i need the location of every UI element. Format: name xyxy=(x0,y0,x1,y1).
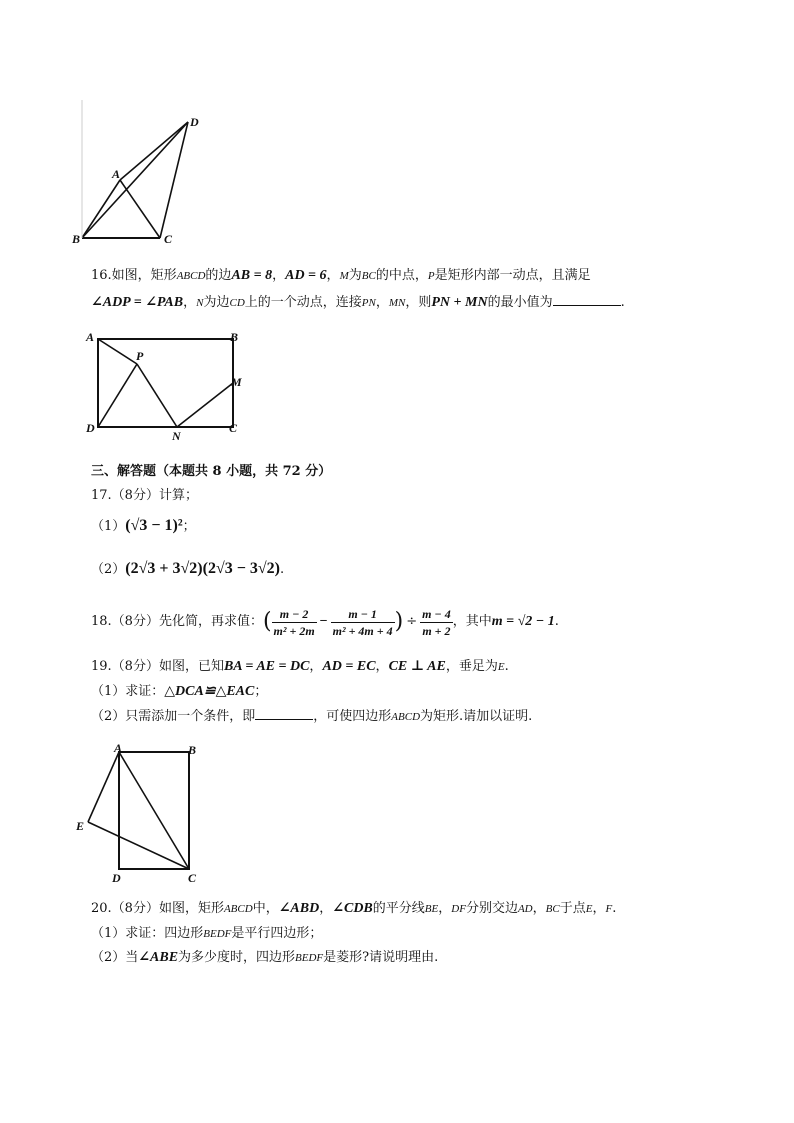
label-D: D xyxy=(112,871,121,885)
q19-part1: （1）求证：△DCA≌△EAC； xyxy=(91,684,268,699)
label-P: P xyxy=(136,349,144,363)
section-heading: 三、解答题（本题共 8 小题，共 72 分） xyxy=(91,464,332,479)
fraction-2: $\frac{m - 1}{\text{m² + 4m + 4}}$ xyxy=(332,606,393,638)
q20-part1: （1）求证：四边形BEDF是平行四边形； xyxy=(91,926,323,941)
figure-q16 xyxy=(82,328,252,443)
label-C: C xyxy=(164,232,173,246)
label-D: D xyxy=(190,115,199,129)
label-A: A xyxy=(86,330,95,344)
fraction-3: $\frac{m - 4}{m + 2}$ xyxy=(422,606,451,638)
q20-heading: 20.（8分）如图，矩形ABCD中，∠ABD，∠CDB的平分线BE，DF分别交边AD，BC于点E，F. xyxy=(91,901,617,916)
label-B: B xyxy=(230,330,239,344)
answer-blank[interactable] xyxy=(255,707,313,720)
label-A: A xyxy=(114,741,123,755)
q19-heading: 19.（8分）如图，已知BA = AE = DC，AD = EC，CE ⊥ AE，垂足为E. xyxy=(91,659,509,674)
q18-line: 18.（8分）先化简，再求值： ( $\frac{m - 2}{\text{m² + 2m}}$ − $\frac{m - 1}{\text{m² + 4m + 4}}$ ) ÷ $\frac{m - 4}{m + 2}$ ，其中 m = √2 − 1 . xyxy=(91,606,559,638)
figure-q19 xyxy=(72,742,217,887)
q20-part2: （2）当∠ABE为多少度时，四边形BEDF是菱形?请说明理由. xyxy=(91,950,439,965)
label-M: M xyxy=(231,375,242,389)
label-N: N xyxy=(172,429,181,443)
q17-heading: 17.（8分）计算； xyxy=(91,488,198,503)
label-D: D xyxy=(86,421,95,435)
label-B: B xyxy=(72,232,81,246)
q19-part2: （2）只需添加一个条件，即 ，可使四边形ABCD为矩形.请加以证明. xyxy=(91,709,533,724)
label-C: C xyxy=(188,871,197,885)
label-A: A xyxy=(112,167,121,181)
fraction-1: $\frac{m - 2}{\text{m² + 2m}}$ xyxy=(273,606,315,638)
label-C: C xyxy=(229,421,238,435)
q17-part1: （1）(√3 − 1)²； xyxy=(91,517,196,534)
label-E: E xyxy=(76,819,85,833)
answer-blank[interactable] xyxy=(553,293,621,306)
label-B: B xyxy=(188,743,197,757)
figure-q15 xyxy=(70,100,220,250)
q16-line2: ∠ADP = ∠PAB，N为边CD上的一个动点，连接PN，MN，则PN + MN的最小值为 . xyxy=(91,295,625,310)
q17-part2: （2）(2√3 + 3√2)(2√3 − 3√2). xyxy=(91,560,285,577)
q16-line1: 16.如图，矩形ABCD的边AB = 8，AD = 6，M为BC的中点，P是矩形内部一动点，且满足 xyxy=(91,268,591,283)
